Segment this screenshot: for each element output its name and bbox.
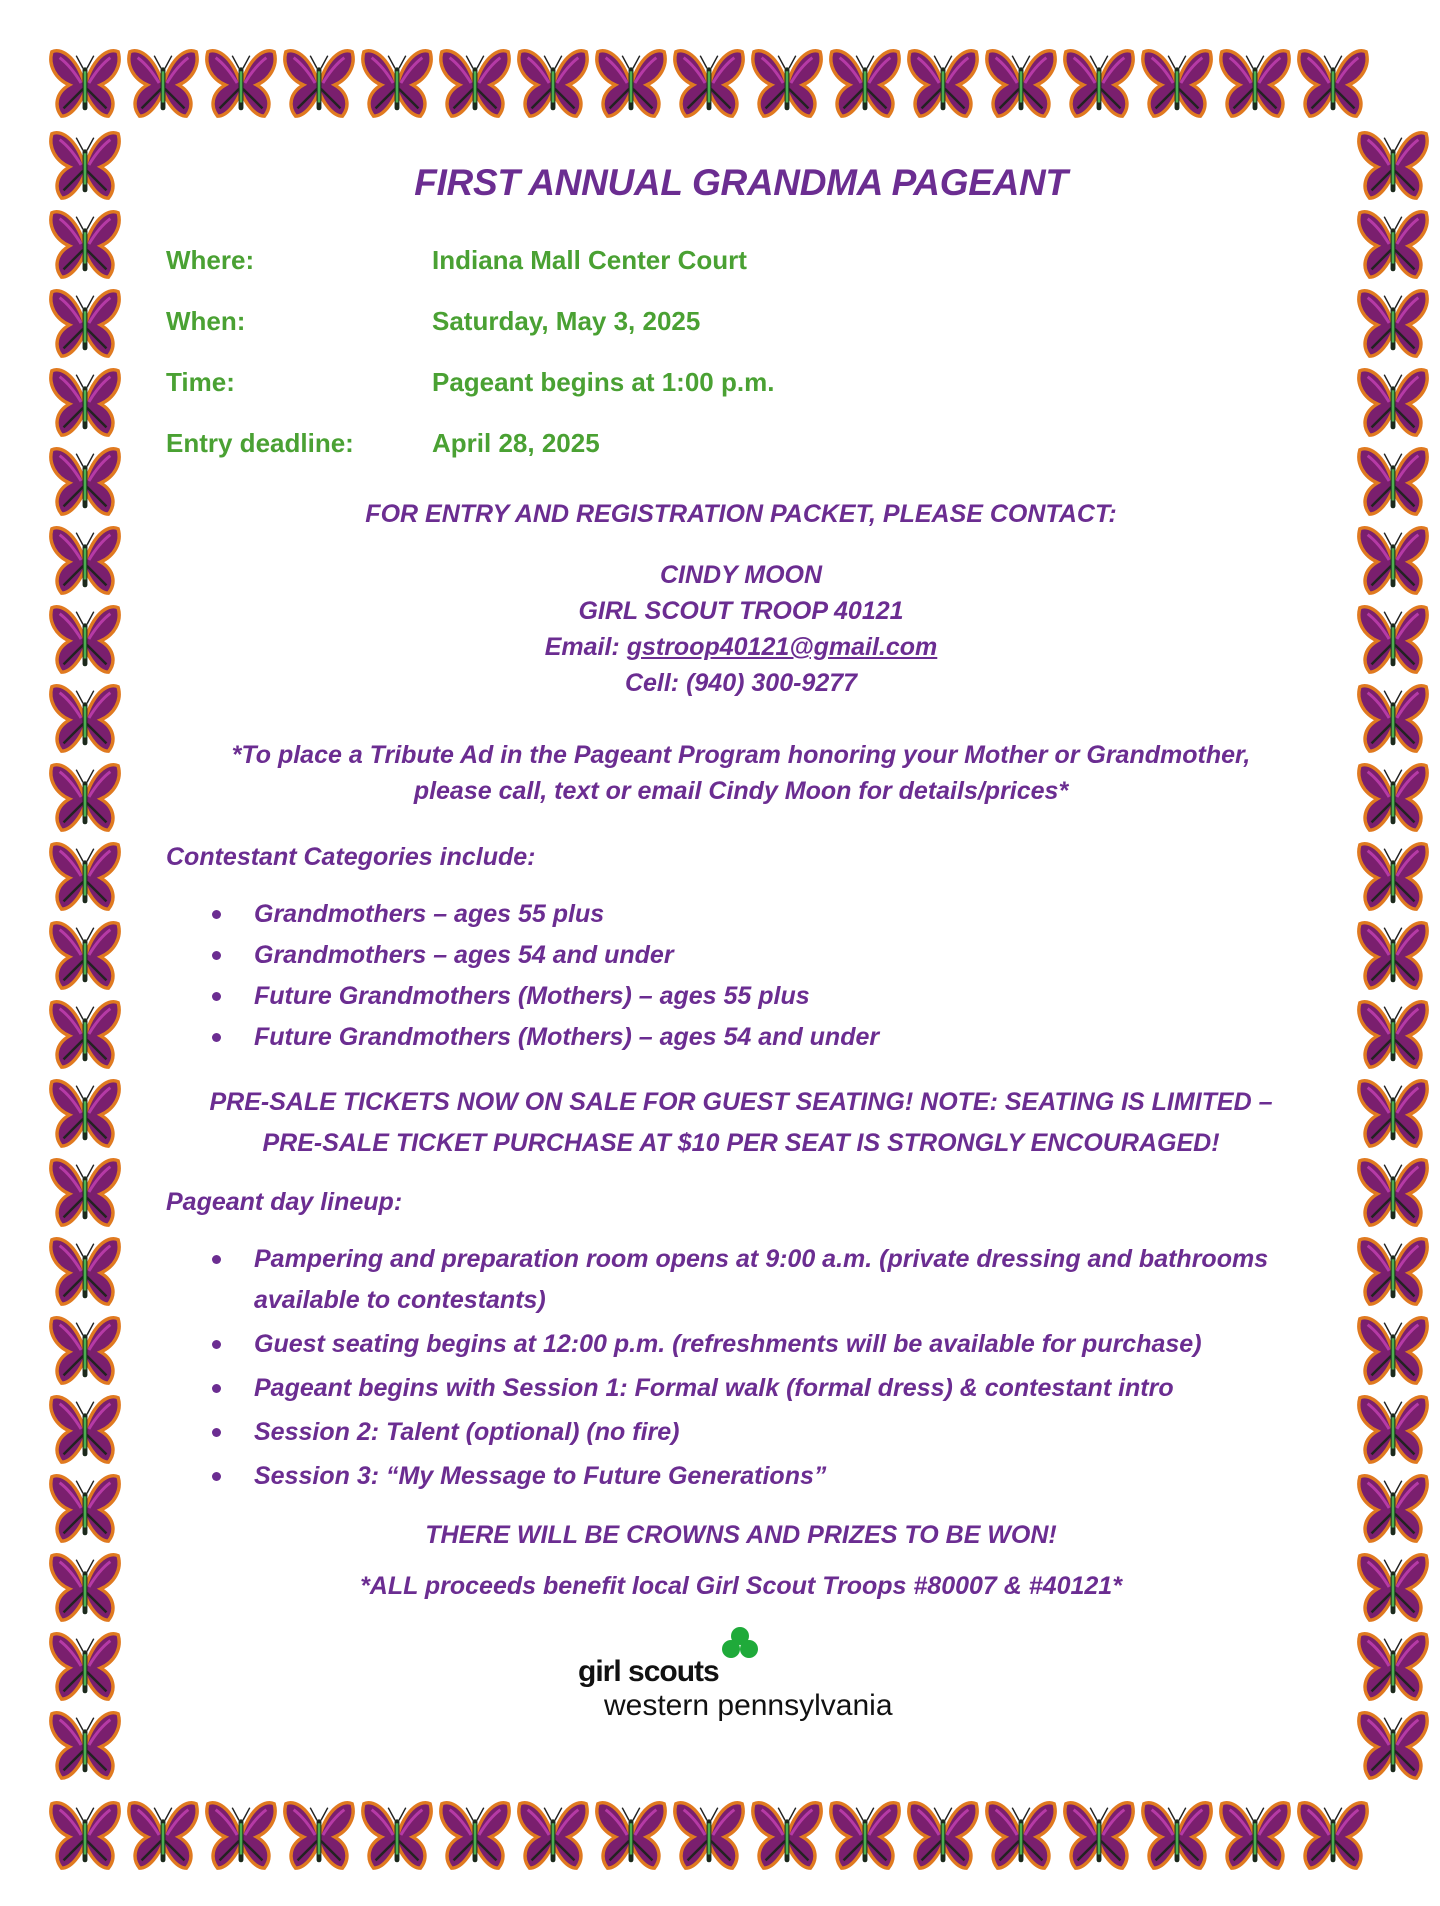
butterfly-icon — [1216, 44, 1294, 122]
butterfly-icon — [982, 1796, 1060, 1874]
butterfly-icon — [46, 995, 124, 1073]
detail-label: When: — [166, 306, 246, 336]
butterfly-icon — [1354, 600, 1432, 678]
butterfly-icon — [1354, 1469, 1432, 1547]
butterfly-icon — [1354, 679, 1432, 757]
butterfly-icon — [46, 916, 124, 994]
list-item: Grandmothers – ages 55 plus — [166, 894, 1316, 935]
butterfly-icon — [1294, 1796, 1372, 1874]
butterfly-icon — [46, 837, 124, 915]
butterfly-icon — [358, 1796, 436, 1874]
butterfly-icon — [1060, 1796, 1138, 1874]
detail-label: Time: — [166, 367, 235, 397]
butterfly-border-bottom — [46, 1796, 1440, 1878]
detail-value: April 28, 2025 — [432, 428, 600, 458]
email-link[interactable]: gstroop40121@gmail.com — [626, 633, 938, 661]
butterfly-icon — [46, 1548, 124, 1626]
butterfly-icon — [46, 126, 124, 204]
butterfly-icon — [670, 44, 748, 122]
contact-block — [166, 557, 1316, 701]
butterfly-icon — [46, 1796, 124, 1874]
butterfly-icon — [1354, 1548, 1432, 1626]
butterfly-icon — [46, 363, 124, 441]
butterfly-icon — [46, 1311, 124, 1389]
butterfly-icon — [46, 1153, 124, 1231]
trefoil-icon — [720, 1625, 760, 1665]
butterfly-icon — [1216, 1796, 1294, 1874]
butterfly-icon — [46, 1390, 124, 1468]
butterfly-icon — [514, 44, 592, 122]
tribute-line-1: *To place a Tribute Ad in the Pageant Program honoring your Mother or Grandmother, — [231, 741, 1251, 769]
contact-cell: Cell: (940) 300-9277 — [624, 669, 858, 697]
butterfly-icon — [280, 44, 358, 122]
butterfly-icon — [748, 44, 826, 122]
butterfly-icon — [1354, 916, 1432, 994]
butterfly-icon — [46, 1627, 124, 1705]
butterfly-icon — [46, 679, 124, 757]
butterfly-icon — [46, 758, 124, 836]
butterfly-icon — [1354, 1074, 1432, 1152]
butterfly-border-top — [46, 44, 1440, 126]
butterfly-icon — [1138, 44, 1216, 122]
butterfly-icon — [1354, 1311, 1432, 1389]
presale-notice — [166, 1082, 1316, 1164]
email-label: Email: — [544, 633, 620, 661]
list-item: Grandmothers – ages 54 and under — [166, 935, 1316, 976]
butterfly-icon — [904, 1796, 982, 1874]
contact-heading: FOR ENTRY AND REGISTRATION PACKET, PLEASE CONTACT: — [365, 500, 1117, 528]
butterfly-icon — [202, 1796, 280, 1874]
detail-value: Saturday, May 3, 2025 — [432, 306, 701, 336]
page-title: FIRST ANNUAL GRANDMA PAGEANT — [414, 162, 1068, 203]
butterfly-border-right — [1354, 126, 1436, 1785]
butterfly-icon — [46, 1232, 124, 1310]
detail-value: Indiana Mall Center Court — [432, 245, 747, 275]
detail-where — [166, 230, 1316, 291]
detail-value: Pageant begins at 1:00 p.m. — [432, 367, 775, 397]
butterfly-icon — [46, 1074, 124, 1152]
logo-line-1: girl scouts — [578, 1655, 719, 1688]
detail-label: Where: — [166, 245, 255, 275]
butterfly-icon — [1138, 1796, 1216, 1874]
butterfly-icon — [46, 1706, 124, 1784]
detail-time — [166, 352, 1316, 413]
butterfly-icon — [1294, 44, 1372, 122]
butterfly-icon — [1354, 1232, 1432, 1310]
proceeds-notice: *ALL proceeds benefit local Girl Scout Troops #80007 & #40121* — [360, 1572, 1122, 1600]
butterfly-icon — [1354, 837, 1432, 915]
tribute-line-2: please call, text or email Cindy Moon for details/prices* — [413, 777, 1069, 805]
contact-email-line — [166, 629, 1316, 665]
butterfly-icon — [1354, 1706, 1432, 1784]
butterfly-border-left — [46, 126, 128, 1785]
butterfly-icon — [46, 521, 124, 599]
butterfly-icon — [202, 44, 280, 122]
detail-label: Entry deadline: — [166, 428, 354, 458]
butterfly-icon — [1354, 521, 1432, 599]
flyer-content — [166, 150, 1316, 1725]
butterfly-icon — [46, 44, 124, 122]
tribute-ad-note — [166, 737, 1316, 809]
butterfly-icon — [1354, 363, 1432, 441]
butterfly-icon — [592, 44, 670, 122]
event-details — [166, 230, 1316, 474]
list-item: Future Grandmothers (Mothers) – ages 55 plus — [166, 976, 1316, 1017]
butterfly-icon — [46, 600, 124, 678]
butterfly-icon — [1354, 284, 1432, 362]
butterfly-icon — [280, 1796, 358, 1874]
lineup-list — [166, 1239, 1316, 1497]
butterfly-icon — [436, 44, 514, 122]
contact-org: GIRL SCOUT TROOP 40121 — [578, 597, 904, 625]
categories-heading: Contestant Categories include: — [166, 843, 536, 871]
butterfly-icon — [46, 284, 124, 362]
detail-entry-deadline — [166, 413, 1316, 474]
butterfly-icon — [592, 1796, 670, 1874]
butterfly-icon — [1354, 995, 1432, 1073]
contact-name: CINDY MOON — [659, 561, 823, 589]
list-item: Guest seating begins at 12:00 p.m. (refreshments will be available for purchase) — [166, 1324, 1316, 1365]
butterfly-icon — [46, 205, 124, 283]
list-item: Session 2: Talent (optional) (no fire) — [166, 1412, 1316, 1453]
butterfly-icon — [1354, 205, 1432, 283]
list-item: Session 3: “My Message to Future Generations” — [166, 1456, 1316, 1497]
lineup-heading: Pageant day lineup: — [166, 1188, 403, 1216]
list-item: Pageant begins with Session 1: Formal walk (formal dress) & contestant intro — [166, 1368, 1316, 1409]
butterfly-icon — [1060, 44, 1138, 122]
butterfly-icon — [670, 1796, 748, 1874]
butterfly-icon — [904, 44, 982, 122]
butterfly-icon — [46, 442, 124, 520]
butterfly-icon — [1354, 1627, 1432, 1705]
list-item: Pampering and preparation room opens at 9:00 a.m. (private dressing and bathrooms available to contestants) — [166, 1239, 1316, 1321]
butterfly-icon — [46, 1469, 124, 1547]
butterfly-icon — [1354, 1390, 1432, 1468]
presale-line-2: PRE-SALE TICKET PURCHASE AT $10 PER SEAT IS STRONGLY ENCOURAGED! — [262, 1129, 1220, 1157]
butterfly-icon — [514, 1796, 592, 1874]
girl-scouts-logo — [576, 1625, 916, 1725]
butterfly-icon — [748, 1796, 826, 1874]
butterfly-icon — [124, 44, 202, 122]
list-item: Future Grandmothers (Mothers) – ages 54 and under — [166, 1017, 1316, 1058]
categories-list — [166, 894, 1316, 1058]
detail-when — [166, 291, 1316, 352]
logo-line-2: western pennsylvania — [604, 1689, 893, 1722]
butterfly-icon — [1354, 442, 1432, 520]
butterfly-icon — [124, 1796, 202, 1874]
butterfly-icon — [1354, 758, 1432, 836]
butterfly-icon — [826, 44, 904, 122]
presale-line-1: PRE-SALE TICKETS NOW ON SALE FOR GUEST SEATING! NOTE: SEATING IS LIMITED – — [209, 1088, 1273, 1116]
butterfly-icon — [826, 1796, 904, 1874]
crowns-notice: THERE WILL BE CROWNS AND PRIZES TO BE WON! — [425, 1521, 1057, 1549]
butterfly-icon — [1354, 1153, 1432, 1231]
butterfly-icon — [982, 44, 1060, 122]
butterfly-icon — [1354, 126, 1432, 204]
butterfly-icon — [436, 1796, 514, 1874]
butterfly-icon — [358, 44, 436, 122]
